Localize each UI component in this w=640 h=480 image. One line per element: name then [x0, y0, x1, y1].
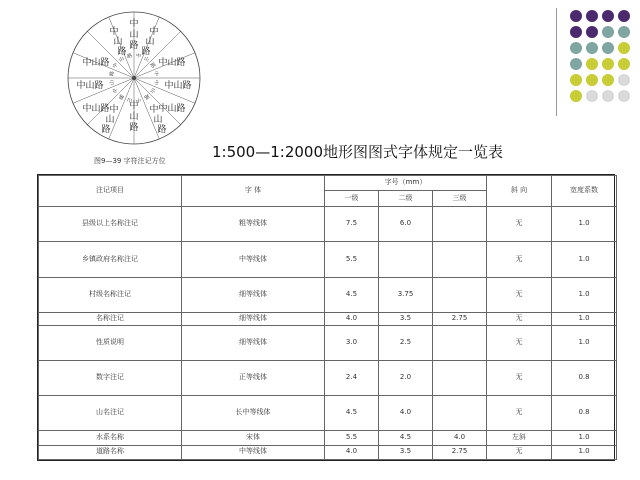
cell-size-level-3: 2.75 [433, 445, 487, 460]
road-label-char: 路 [101, 125, 111, 135]
road-label-char: 路 [129, 123, 139, 133]
cell-size-level-1: 2.4 [325, 361, 379, 396]
cell-slant: 无 [487, 396, 552, 431]
decorative-dot [602, 10, 614, 22]
cell-slant: 无 [487, 326, 552, 361]
cell-item: 数字注记 [39, 361, 182, 396]
cell-size-level-2: 4.0 [379, 396, 433, 431]
header-level-3: 三级 [433, 191, 487, 207]
road-label-char: 山 [129, 30, 139, 40]
cell-item: 水系名称 [39, 431, 182, 445]
cell-item: 名称注记 [39, 312, 182, 325]
header-item: 注记项目 [39, 176, 182, 207]
radial-label-diagram [66, 10, 202, 146]
cell-width: 1.0 [552, 431, 617, 445]
cell-size-level-1: 7.5 [325, 207, 379, 242]
decorative-dot [586, 10, 598, 22]
road-label-char: 中 [129, 19, 139, 29]
cell-size-level-3: 4.0 [433, 431, 487, 445]
cell-size-level-2: 3.5 [379, 312, 433, 325]
cell-size-level-2: 3.75 [379, 277, 433, 312]
decorative-dot [586, 90, 598, 102]
road-label: 中山路 [158, 104, 186, 114]
cell-width: 1.0 [552, 277, 617, 312]
cell-width: 1.0 [552, 312, 617, 325]
cell-font: 长中等线体 [182, 396, 325, 431]
cell-size-level-2: 4.5 [379, 431, 433, 445]
inner-ring-char: 中 [135, 52, 142, 60]
cell-size-level-3 [433, 326, 487, 361]
header-width: 宽度系数 [552, 176, 617, 207]
road-label-char: 路 [129, 41, 139, 51]
road-label-char: 山 [105, 115, 115, 125]
decorative-dot [570, 42, 582, 54]
road-label-char: 山 [129, 112, 139, 122]
decorative-dot [602, 58, 614, 70]
cell-item: 性质说明 [39, 326, 182, 361]
decorative-dot [586, 26, 598, 38]
cell-slant: 无 [487, 361, 552, 396]
inner-ring-char: 路 [148, 62, 157, 70]
header-size-group: 字号（mm） [325, 176, 487, 191]
cell-width: 1.0 [552, 207, 617, 242]
table-row [39, 396, 617, 431]
page-title: 1:500—1:2000地形图图式字体规定一览表 [212, 143, 503, 161]
decorative-dot [602, 74, 614, 86]
cell-size-level-3 [433, 361, 487, 396]
radial-label-svg [66, 10, 202, 146]
decorative-dot [602, 90, 614, 102]
inner-ring-char: 中 [111, 86, 120, 94]
cell-size-level-1: 3.0 [325, 326, 379, 361]
inner-ring-char: 山 [126, 96, 133, 104]
road-label-char: 路 [157, 125, 167, 135]
road-label-char: 中 [129, 101, 139, 111]
decorative-dot [586, 74, 598, 86]
road-label-char: 中 [149, 105, 159, 115]
decorative-dot [618, 26, 630, 38]
inner-ring-char: 路 [118, 92, 126, 101]
inner-ring-char: 路 [126, 52, 133, 60]
cell-font: 中等线体 [182, 241, 325, 277]
table-body [39, 207, 617, 460]
figure-caption: 图9—39 字符注记方位 [94, 157, 166, 165]
cell-size-level-3 [433, 396, 487, 431]
decorative-dot [586, 42, 598, 54]
table-row [39, 445, 617, 460]
header-level-2: 二级 [379, 191, 433, 207]
decorative-dot [570, 26, 582, 38]
road-label-char: 中 [109, 27, 119, 37]
cell-size-level-2: 2.0 [379, 361, 433, 396]
decorative-dot-grid [570, 10, 634, 106]
decorative-dot [618, 10, 630, 22]
inner-ring-char: 中 [152, 79, 160, 86]
table-row [39, 241, 617, 277]
decorative-dot [570, 10, 582, 22]
cell-item: 县级以上名称注记 [39, 207, 182, 242]
cell-font: 粗等线体 [182, 207, 325, 242]
decorative-dot [618, 90, 630, 102]
decorative-dot [618, 58, 630, 70]
cell-size-level-3: 2.75 [433, 312, 487, 325]
cell-slant: 无 [487, 277, 552, 312]
road-label-char: 中 [109, 105, 119, 115]
table-row [39, 431, 617, 445]
road-label-char: 山 [153, 115, 163, 125]
cell-slant: 无 [487, 207, 552, 242]
decorative-dot [602, 42, 614, 54]
header-slant: 斜 向 [487, 176, 552, 207]
cell-size-level-1: 5.5 [325, 431, 379, 445]
decorative-dot [570, 58, 582, 70]
decorative-dot [618, 74, 630, 86]
cell-width: 1.0 [552, 445, 617, 460]
table-row [39, 312, 617, 325]
road-label: 中山路 [158, 58, 186, 68]
cell-width: 0.8 [552, 361, 617, 396]
road-label-char: 路 [117, 47, 127, 57]
cell-font: 细等线体 [182, 312, 325, 325]
cell-size-level-3 [433, 241, 487, 277]
cell-size-level-1: 4.0 [325, 312, 379, 325]
header-font: 字 体 [182, 176, 325, 207]
cell-item: 道路名称 [39, 445, 182, 460]
inner-ring-char: 中 [111, 62, 120, 70]
inner-ring-char: 山 [148, 86, 157, 94]
inner-ring-char: 路 [142, 92, 150, 101]
cell-font: 正等线体 [182, 361, 325, 396]
decorative-dot [570, 90, 582, 102]
header-level-1: 一级 [325, 191, 379, 207]
road-label-char: 路 [141, 47, 151, 57]
cell-item: 乡镇政府名称注记 [39, 241, 182, 277]
decorative-dot [602, 26, 614, 38]
cell-slant: 无 [487, 241, 552, 277]
road-label: 中山路 [82, 104, 110, 114]
cell-size-level-2: 2.5 [379, 326, 433, 361]
cell-size-level-2: 3.5 [379, 445, 433, 460]
decorative-dot [570, 74, 582, 86]
cell-slant: 无 [487, 445, 552, 460]
road-label: 中山路 [164, 81, 192, 91]
road-label: 中山路 [82, 58, 110, 68]
cell-size-level-1: 4.5 [325, 396, 379, 431]
table-row [39, 326, 617, 361]
inner-ring-char: 山 [108, 79, 116, 86]
cell-size-level-1: 4.0 [325, 445, 379, 460]
table-row [39, 207, 617, 242]
cell-font: 细等线体 [182, 326, 325, 361]
cell-slant: 无 [487, 312, 552, 325]
cell-width: 1.0 [552, 326, 617, 361]
cell-size-level-2: 6.0 [379, 207, 433, 242]
cell-size-level-1: 4.5 [325, 277, 379, 312]
inner-ring-char: 路 [108, 70, 116, 77]
road-label-char: 山 [113, 37, 123, 47]
cell-item: 山名注记 [39, 396, 182, 431]
cell-font: 中等线体 [182, 445, 325, 460]
road-label-char: 中 [149, 27, 159, 37]
cell-size-level-2 [379, 241, 433, 277]
cell-item: 村级名称注记 [39, 277, 182, 312]
font-spec-table [37, 174, 615, 461]
decorative-dot [586, 58, 598, 70]
cell-size-level-3 [433, 277, 487, 312]
cell-font: 宋体 [182, 431, 325, 445]
cell-width: 0.8 [552, 396, 617, 431]
cell-size-level-3 [433, 207, 487, 242]
divider-line [556, 8, 557, 116]
road-label: 中山路 [76, 81, 104, 91]
decorative-dot [618, 42, 630, 54]
cell-slant: 左斜 [487, 431, 552, 445]
cell-size-level-1: 5.5 [325, 241, 379, 277]
table-row [39, 277, 617, 312]
inner-ring-char: 中 [152, 70, 160, 77]
table-row [39, 361, 617, 396]
inner-ring-char: 山 [142, 55, 150, 64]
road-label-char: 山 [145, 37, 155, 47]
cell-font: 细等线体 [182, 277, 325, 312]
inner-ring-char: 中 [135, 96, 142, 104]
inner-ring-char: 山 [118, 55, 126, 64]
cell-width: 1.0 [552, 241, 617, 277]
